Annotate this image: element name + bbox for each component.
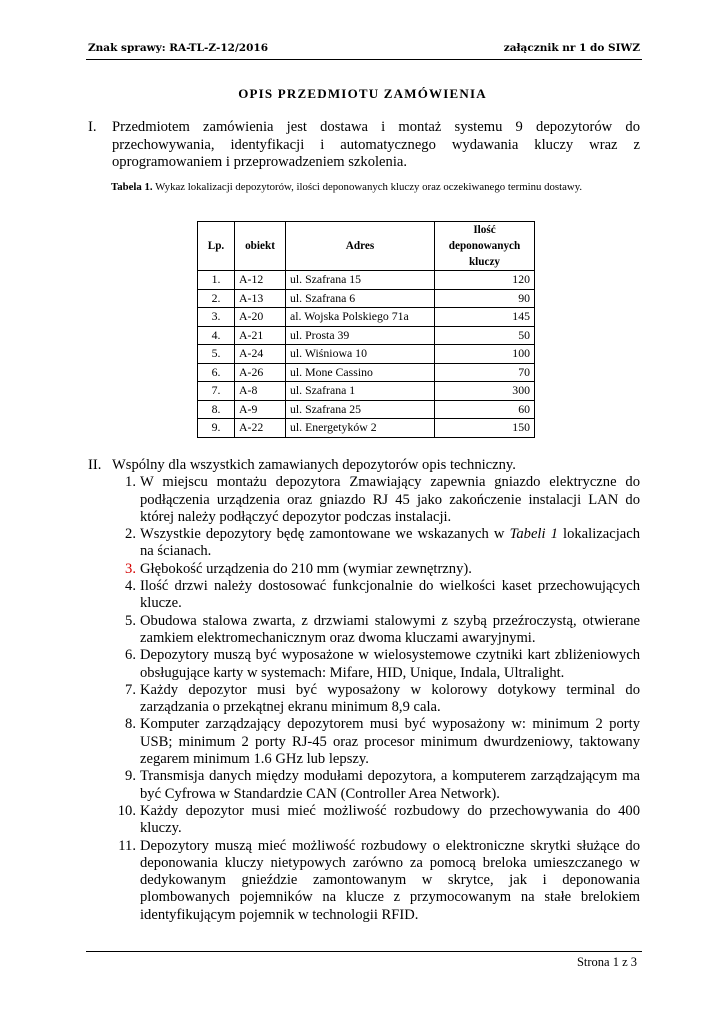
requirement-text: Ilość drzwi należy dostosować funkcjonalnie do wielkości kaset przechowujących klucze. xyxy=(140,578,640,612)
requirement-number: 3. xyxy=(125,560,136,577)
col-header-lp: Lp. xyxy=(198,222,235,271)
requirement-number: 11. xyxy=(118,837,136,854)
table-row xyxy=(198,308,535,327)
row-lp: 6. xyxy=(198,363,235,382)
requirement-number: 1. xyxy=(125,474,136,491)
row-lp: 3. xyxy=(198,308,235,327)
row-object: A-20 xyxy=(235,308,286,327)
requirement-number: 2. xyxy=(125,526,136,543)
row-address: ul. Szafrana 6 xyxy=(286,289,435,308)
requirement-text: Obudowa stalowa zwarta, z drzwiami stalowymi z szybą przeźroczystą, otwierane zamkiem elektromechanicznym oraz dwoma kluczami awaryjnymi. xyxy=(140,612,640,646)
requirement-item xyxy=(88,561,640,578)
row-object: A-22 xyxy=(235,419,286,438)
requirement-text-part: lokalizacjach na ścianach. xyxy=(140,526,641,560)
row-key-count: 60 xyxy=(435,400,535,419)
row-key-count: 300 xyxy=(435,382,535,401)
table-header-row xyxy=(198,222,535,271)
footer-divider xyxy=(86,951,642,952)
section-1-text: Przedmiotem zamówienia jest dostawa i montaż systemu 9 depozytorów do przechowywania, identyfikacji i automatycznego wydawania kluczy wraz z oprogramowaniem i przeprowadzeniem szkolenia. xyxy=(112,119,640,170)
requirement-text: Depozytory muszą mieć możliwość rozbudowy o elektroniczne skrytki służące do deponowania kluczy nietypowych zarówno za pomocą breloka umieszczanego w dedykowanym gnieździe zamontowanym w skrytce, jak i deponowania plombowanych pojemników na klucze z przymocowanym na stałe brelokiem identyfikującym pojemnik w technologii RFID. xyxy=(140,837,640,923)
requirement-item xyxy=(88,682,640,717)
page-header xyxy=(88,40,640,58)
row-lp: 8. xyxy=(198,400,235,419)
row-object: A-13 xyxy=(235,289,286,308)
section-1 xyxy=(88,119,640,172)
requirement-item xyxy=(88,838,640,924)
col-header-key-count: Ilość deponowanych kluczy xyxy=(435,222,535,271)
requirement-item xyxy=(88,526,640,561)
requirement-text: Każdy depozytor musi mieć możliwość rozbudowy do przechowywania do 400 kluczy. xyxy=(140,802,640,837)
row-object: A-21 xyxy=(235,326,286,345)
row-object: A-24 xyxy=(235,345,286,364)
table-row xyxy=(198,289,535,308)
row-address: ul. Szafrana 1 xyxy=(286,382,435,401)
table-row xyxy=(198,400,535,419)
row-key-count: 150 xyxy=(435,419,535,438)
row-object: A-26 xyxy=(235,363,286,382)
row-object: A-12 xyxy=(235,271,286,290)
requirement-text-part: Wszystkie depozytory będę zamontowane we wskazanych w xyxy=(140,526,510,543)
page-title: OPIS PRZEDMIOTU ZAMÓWIENIA xyxy=(238,86,487,101)
table-caption-text: Wykaz lokalizacji depozytorów, ilości deponowanych kluczy oraz oczekiwanego terminu dostawy. xyxy=(155,181,583,193)
table-row xyxy=(198,419,535,438)
row-key-count: 100 xyxy=(435,345,535,364)
section-2-heading xyxy=(88,457,640,474)
row-object: A-9 xyxy=(235,400,286,419)
requirement-item xyxy=(88,474,640,526)
requirement-text: Komputer zarządzający depozytorem musi być wyposażony w: minimum 2 porty USB; minimum 2 porty RJ-45 oraz procesor minimum dwurdzeniowy, taktowany zegarem minimum 1.6 GHz lub lepszy. xyxy=(140,716,640,768)
depositors-table xyxy=(197,221,535,438)
row-lp: 1. xyxy=(198,271,235,290)
row-address: ul. Mone Cassino xyxy=(286,363,435,382)
row-lp: 5. xyxy=(198,345,235,364)
requirement-item xyxy=(88,613,640,648)
requirement-text: Transmisja danych między modułami depozytora, a komputerem zarządzającym ma być Cyfrowa w Standardzie CAN (Controller Area Network). xyxy=(140,768,640,802)
table-caption xyxy=(111,180,640,195)
table-row xyxy=(198,382,535,401)
row-address: ul. Prosta 39 xyxy=(286,326,435,345)
table-row xyxy=(198,345,535,364)
requirement-number: 10. xyxy=(117,802,136,819)
col-header-object: obiekt xyxy=(235,222,286,271)
row-address: al. Wojska Polskiego 71a xyxy=(286,308,435,327)
row-address: ul. Szafrana 15 xyxy=(286,271,435,290)
row-lp: 9. xyxy=(198,419,235,438)
col-header-address: Adres xyxy=(286,222,435,271)
row-object: A-8 xyxy=(235,382,286,401)
requirement-item xyxy=(88,647,640,682)
requirement-number: 6. xyxy=(125,647,136,664)
table-row xyxy=(198,326,535,345)
row-address: ul. Energetyków 2 xyxy=(286,419,435,438)
requirement-item xyxy=(88,716,640,768)
table-row xyxy=(198,363,535,382)
row-lp: 7. xyxy=(198,382,235,401)
case-number: Znak sprawy: RA-TL-Z-12/2016 xyxy=(88,42,269,54)
row-key-count: 70 xyxy=(435,363,535,382)
attachment-label: załącznik nr 1 do SIWZ xyxy=(503,42,640,54)
section-2-title: Wspólny dla wszystkich zamawianych depozytorów opis techniczny. xyxy=(112,457,516,473)
requirement-number: 7. xyxy=(125,681,136,698)
section-2-number: II. xyxy=(88,457,102,473)
requirements-list xyxy=(88,474,640,924)
requirement-number: 5. xyxy=(125,612,136,629)
requirement-number: 4. xyxy=(125,578,136,595)
row-address: ul. Szafrana 25 xyxy=(286,400,435,419)
requirement-text: Głębokość urządzenia do 210 mm (wymiar zewnętrzny). xyxy=(140,560,472,577)
row-key-count: 120 xyxy=(435,271,535,290)
requirement-text: Depozytory muszą być wyposażone w wielosystemowe czytniki kart zbliżeniowych obsługujące karty w systemach: Mifare, HID, Unique, Indala, Ultralight. xyxy=(140,647,640,681)
requirement-number: 8. xyxy=(125,716,136,733)
header-divider xyxy=(86,59,642,60)
table-caption-label: Tabela 1. xyxy=(111,181,153,193)
requirement-item xyxy=(88,803,640,838)
row-lp: 4. xyxy=(198,326,235,345)
table-reference: Tabeli 1 xyxy=(509,526,558,543)
row-key-count: 145 xyxy=(435,308,535,327)
requirement-item xyxy=(88,768,640,803)
requirement-text: Każdy depozytor musi być wyposażony w kolorowy dotykowy terminal do zarządzania o przekątnej ekranu minimum 8,9 cala. xyxy=(140,681,640,716)
requirement-number: 9. xyxy=(125,768,136,785)
requirement-text xyxy=(140,526,640,561)
requirement-item xyxy=(88,578,640,613)
section-1-number: I. xyxy=(88,119,97,135)
row-key-count: 90 xyxy=(435,289,535,308)
row-key-count: 50 xyxy=(435,326,535,345)
row-address: ul. Wiśniowa 10 xyxy=(286,345,435,364)
row-lp: 2. xyxy=(198,289,235,308)
table-row xyxy=(198,271,535,290)
section-2 xyxy=(88,457,640,924)
requirement-text: W miejscu montażu depozytora Zmawiający zapewnia gniazdo elektryczne do podłączenia urządzenia oraz gniazdo RJ 45 jako zakończenie instalacji LAN do której należy podłączyć depozytor podczas instalacji. xyxy=(140,474,640,525)
page-number: Strona 1 z 3 xyxy=(576,955,637,969)
